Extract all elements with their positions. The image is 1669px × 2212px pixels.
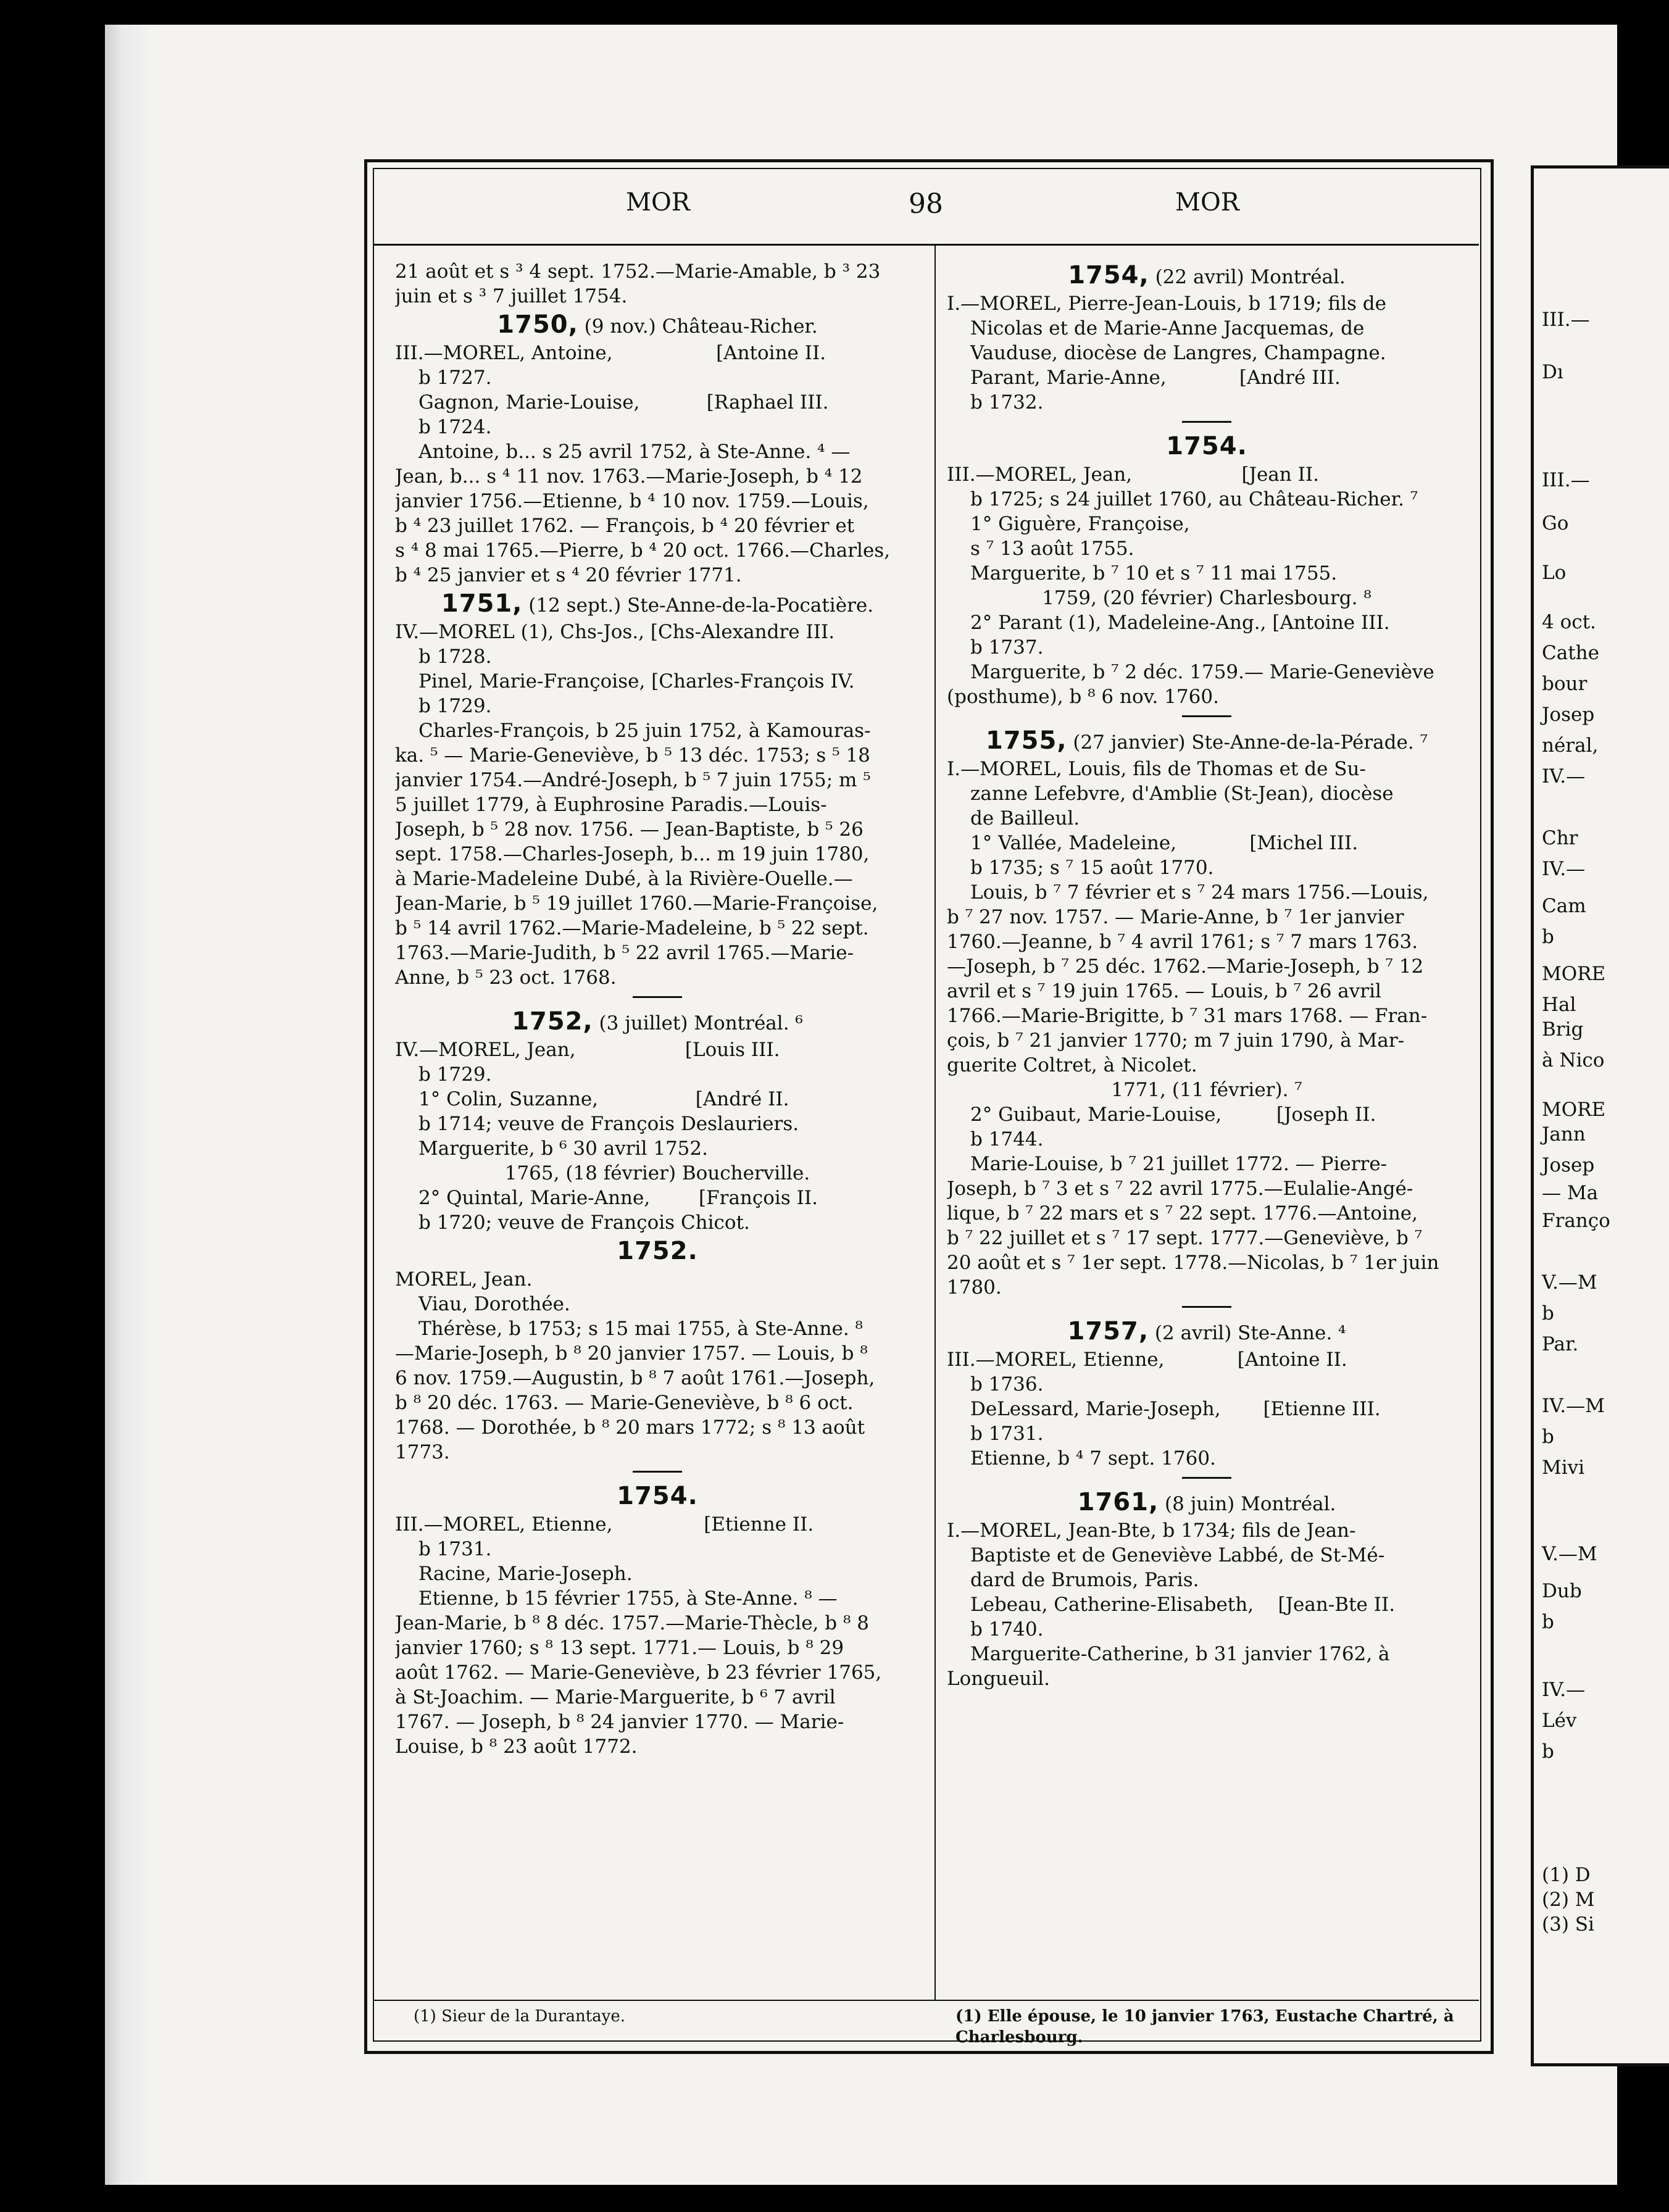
next-page-fragment: néral,	[1542, 734, 1599, 757]
text-line: b 1727.	[418, 367, 492, 389]
text-line: b 1720; veuve de François Chicot.	[418, 1212, 750, 1234]
next-page-fragment: bour	[1542, 673, 1588, 695]
next-page-fragment: IV.—	[1542, 858, 1586, 880]
text-line: s ⁴ 8 mai 1765.—Pierre, b ⁴ 20 oct. 1766.—Charles,	[395, 539, 891, 562]
text-line: sept. 1758.—Charles-Joseph, b... m 19 juin 1780,	[395, 843, 870, 865]
text-line: Joseph, b ⁵ 28 nov. 1756. — Jean-Baptiste, b ⁵ 26	[395, 818, 864, 841]
text-line: b 1737.	[970, 636, 1044, 659]
next-page-fragment: Cathe	[1542, 642, 1599, 664]
text-line: b ⁸ 20 déc. 1763. — Marie-Geneviève, b ⁸ 6 oct.	[395, 1392, 854, 1414]
text-line: —Joseph, b ⁷ 25 déc. 1762.—Marie-Joseph, b ⁷ 12	[947, 955, 1424, 978]
text-line: zanne Lefebvre, d'Amblie (St-Jean), diocèse	[970, 783, 1394, 805]
text-line: 1° Giguère, Françoise,	[970, 513, 1190, 535]
entry-heading: 1754.	[1166, 432, 1247, 460]
text-line: 2° Quintal, Marie-Anne, [François II.	[418, 1187, 818, 1209]
text-line: Antoine, b... s 25 avril 1752, à Ste-Anne. ⁴ —	[418, 441, 851, 463]
next-page-fragment: b	[1542, 1740, 1554, 1763]
text-line: Jean-Marie, b ⁵ 19 juillet 1760.—Marie-Françoise,	[395, 892, 878, 915]
text-line: janvier 1754.—André-Joseph, b ⁵ 7 juin 1755; m ⁵	[395, 769, 871, 791]
text-line: Jean, b... s ⁴ 11 nov. 1763.—Marie-Joseph, b ⁴ 12	[395, 465, 863, 488]
text-line: b 1740.	[970, 1618, 1044, 1640]
text-line: 1773.	[395, 1441, 450, 1463]
text-line: Joseph, b ⁷ 3 et s ⁷ 22 avril 1775.—Eulalie-Angé-	[947, 1178, 1413, 1200]
text-line: b 1736.	[970, 1373, 1044, 1395]
next-page-fragment: b	[1542, 1302, 1554, 1324]
text-line: avril et s ⁷ 19 juin 1765. — Louis, b ⁷ 26 avril	[947, 980, 1381, 1002]
text-line: 1768. — Dorothée, b ⁸ 20 mars 1772; s ⁸ 13 août	[395, 1416, 865, 1439]
text-line: I.—MOREL, Jean-Bte, b 1734; fils de Jean-	[947, 1520, 1356, 1542]
text-line: dard de Brumois, Paris.	[970, 1569, 1199, 1591]
text-line: à St-Joachim. — Marie-Marguerite, b ⁶ 7 avril	[395, 1686, 836, 1708]
text-line: 1767. — Joseph, b ⁸ 24 janvier 1770. — Marie-	[395, 1711, 844, 1733]
text-line: 1° Vallée, Madeleine, [Michel III.	[970, 832, 1359, 854]
text-line: b 1724.	[418, 416, 492, 438]
entry-heading: 1757, (2 avril) Ste-Anne. ⁴	[1067, 1317, 1346, 1345]
page-number: 98	[909, 188, 943, 220]
text-line: Racine, Marie-Joseph.	[418, 1563, 633, 1585]
text-line: Marguerite-Catherine, b 31 janvier 1762, à	[970, 1643, 1390, 1665]
text-line: b 1735; s ⁷ 15 août 1770.	[970, 857, 1214, 879]
text-line: Pinel, Marie-Françoise, [Charles-François IV.	[418, 670, 855, 692]
entry-heading: 1754.	[617, 1482, 698, 1510]
text-line: b 1725; s 24 juillet 1760, au Château-Richer. ⁷	[970, 488, 1418, 510]
text-line: —Marie-Joseph, b ⁸ 20 janvier 1757. — Louis, b ⁸	[395, 1342, 868, 1365]
text-line: 6 nov. 1759.—Augustin, b ⁸ 7 août 1761.—Joseph,	[395, 1367, 875, 1389]
text-line: Baptiste et de Geneviève Labbé, de St-Mé-	[970, 1544, 1385, 1566]
text-line: Marie-Louise, b ⁷ 21 juillet 1772. — Pierre-	[970, 1153, 1388, 1175]
text-line: Marguerite, b ⁷ 2 déc. 1759.— Marie-Geneviève	[970, 661, 1434, 683]
running-header	[373, 182, 1479, 231]
text-line: lique, b ⁷ 22 mars et s ⁷ 22 sept. 1776.—Antoine,	[947, 1202, 1418, 1224]
header-right-word: MOR	[1175, 188, 1239, 217]
text-line: 1771, (11 février). ⁷	[1111, 1079, 1302, 1101]
text-line: Nicolas et de Marie-Anne Jacquemas, de	[970, 317, 1365, 339]
next-page-fragment: Brig	[1542, 1018, 1584, 1041]
next-page-fragment: Dub	[1542, 1580, 1582, 1602]
text-line: MOREL, Jean.	[395, 1268, 533, 1291]
text-line: Gagnon, Marie-Louise, [Raphael III.	[418, 391, 829, 414]
entry-separator	[633, 1471, 682, 1473]
text-line: 1766.—Marie-Brigitte, b ⁷ 31 mars 1768. — Fran-	[947, 1005, 1428, 1027]
text-line: Marguerite, b ⁶ 30 avril 1752.	[418, 1137, 708, 1160]
text-line: b 1744.	[970, 1128, 1044, 1150]
text-line: 2° Guibaut, Marie-Louise, [Joseph II.	[970, 1104, 1376, 1126]
next-page-fragment: IV.—M	[1542, 1395, 1605, 1417]
text-line: s ⁷ 13 août 1755.	[970, 538, 1134, 560]
next-page-fragment: V.—M	[1542, 1271, 1597, 1294]
text-line: III.—MOREL, Jean, [Jean II.	[947, 464, 1319, 486]
text-line: 1759, (20 février) Charlesbourg. ⁸	[1042, 587, 1371, 609]
text-line: ka. ⁵ — Marie-Geneviève, b ⁵ 13 déc. 1753; s ⁵ 18	[395, 744, 870, 767]
text-line: 1765, (18 février) Boucherville.	[504, 1162, 810, 1184]
next-page-fragment: b	[1542, 1426, 1554, 1448]
next-page-fragment: MORE	[1542, 963, 1606, 985]
text-line: Louis, b ⁷ 7 février et s ⁷ 24 mars 1756.—Louis,	[970, 881, 1429, 904]
text-line: Charles-François, b 25 juin 1752, à Kamouras-	[418, 720, 871, 742]
entry-separator	[633, 996, 682, 998]
next-page-fragment: IV.—	[1542, 1679, 1586, 1701]
header-left-word: MOR	[626, 188, 690, 217]
next-page-fragment: 4 oct.	[1542, 611, 1596, 633]
next-page-fragment: Lév	[1542, 1710, 1577, 1732]
text-line: guerite Coltret, à Nicolet.	[947, 1054, 1197, 1076]
next-page-fragment: à Nico	[1542, 1049, 1605, 1071]
text-line: Lebeau, Catherine-Elisabeth, [Jean-Bte II.	[970, 1594, 1396, 1616]
next-page-fragment: Jann	[1542, 1123, 1586, 1146]
text-line: Louise, b ⁸ 23 août 1772.	[395, 1736, 638, 1758]
text-line: b ⁴ 25 janvier et s ⁴ 20 février 1771.	[395, 564, 742, 586]
text-line: I.—MOREL, Pierre-Jean-Louis, b 1719; fils de	[947, 293, 1386, 315]
text-line: 5 juillet 1779, à Euphrosine Paradis.—Louis-	[395, 794, 827, 816]
next-page-fragment: Go	[1542, 512, 1569, 534]
next-page-fragment: b	[1542, 1611, 1554, 1633]
next-page-fragment: IV.—	[1542, 765, 1586, 788]
next-page-fragment: Josep	[1542, 1154, 1595, 1176]
text-line: 1780.	[947, 1276, 1002, 1299]
next-page-fragment: Dı	[1542, 361, 1563, 383]
text-line: 1763.—Marie-Judith, b ⁵ 22 avril 1765.—Marie-	[395, 942, 854, 964]
text-line: b ⁷ 27 nov. 1757. — Marie-Anne, b ⁷ 1er janvier	[947, 906, 1404, 928]
text-line: b 1732.	[970, 391, 1044, 414]
entry-heading: 1752.	[617, 1237, 698, 1265]
text-line: Etienne, b 15 février 1755, à Ste-Anne. ⁸ —	[418, 1587, 838, 1610]
text-line: à Marie-Madeleine Dubé, à la Rivière-Ouelle.—	[395, 868, 853, 890]
next-page-fragment: Cam	[1542, 895, 1586, 917]
text-line: 20 août et s ⁷ 1er sept. 1778.—Nicolas, b ⁷ 1er juin	[947, 1252, 1439, 1274]
entry-heading: 1750, (9 nov.) Château-Richer.	[497, 310, 818, 339]
text-line: Anne, b ⁵ 23 oct. 1768.	[395, 967, 617, 989]
next-page-fragment: b	[1542, 926, 1554, 948]
text-line: IV.—MOREL, Jean, [Louis III.	[395, 1039, 780, 1061]
next-page-fragment: V.—M	[1542, 1543, 1597, 1565]
next-page-fragment: (1) D	[1542, 1864, 1591, 1886]
header-rule	[373, 244, 1479, 246]
next-page-fragment: MORE	[1542, 1099, 1606, 1121]
next-page-fragment: Hal	[1542, 994, 1576, 1016]
text-line: b 1731.	[418, 1538, 492, 1560]
footnote-left: (1) Sieur de la Durantaye.	[414, 2007, 625, 2026]
footnote-rule-left	[373, 2000, 934, 2001]
text-line: I.—MOREL, Louis, fils de Thomas et de Su-	[947, 758, 1366, 780]
entry-heading: 1751, (12 sept.) Ste-Anne-de-la-Pocatière.	[441, 589, 874, 618]
text-line: Marguerite, b ⁷ 10 et s ⁷ 11 mai 1755.	[970, 562, 1338, 584]
next-page-fragment: III.—	[1542, 469, 1590, 491]
next-page-fragment: Chr	[1542, 827, 1578, 849]
text-line: (posthume), b ⁸ 6 nov. 1760.	[947, 686, 1219, 708]
text-line: janvier 1760; s ⁸ 13 sept. 1771.— Louis, b ⁸ 29	[395, 1637, 844, 1659]
book-binding	[105, 25, 148, 2185]
text-line: août 1762. — Marie-Geneviève, b 23 février 1765,	[395, 1661, 882, 1684]
left-column	[395, 259, 920, 1759]
next-page-fragment: Mivi	[1542, 1457, 1585, 1479]
text-line: Jean-Marie, b ⁸ 8 déc. 1757.—Marie-Thècle, b ⁸ 8	[395, 1612, 869, 1634]
text-line: 2° Parant (1), Madeleine-Ang., [Antoine III.	[970, 612, 1390, 634]
text-line: Etienne, b ⁴ 7 sept. 1760.	[970, 1447, 1216, 1470]
next-page-fragment: III.—	[1542, 309, 1590, 331]
entry-heading: 1752, (3 juillet) Montréal. ⁶	[512, 1007, 803, 1036]
text-line: IV.—MOREL (1), Chs-Jos., [Chs-Alexandre III.	[395, 621, 835, 643]
next-page-fragment: Lo	[1542, 562, 1567, 584]
entry-separator	[1182, 1477, 1231, 1479]
next-page-fragment: Par.	[1542, 1333, 1579, 1355]
text-line: b ⁴ 23 juillet 1762. — François, b ⁴ 20 février et	[395, 515, 855, 537]
entry-heading: 1755, (27 janvier) Ste-Anne-de-la-Pérade. ⁷	[985, 726, 1428, 755]
footnote-right-line-2: Charlesbourg.	[955, 2028, 1083, 2047]
text-line: janvier 1756.—Etienne, b ⁴ 10 nov. 1759.—Louis,	[395, 490, 869, 512]
text-line: 21 août et s ³ 4 sept. 1752.—Marie-Amable, b ³ 23	[395, 260, 881, 283]
text-line: 1760.—Jeanne, b ⁷ 4 avril 1761; s ⁷ 7 mars 1763.	[947, 931, 1418, 953]
next-page-fragment: — Ma	[1542, 1182, 1599, 1204]
text-line: Viau, Dorothée.	[418, 1293, 570, 1315]
next-page-fragment: (3) Si	[1542, 1913, 1594, 1936]
text-line: çois, b ⁷ 21 janvier 1770; m 7 juin 1790, à Mar-	[947, 1029, 1405, 1052]
text-line: 1° Colin, Suzanne, [André II.	[418, 1088, 789, 1110]
entry-separator	[1182, 715, 1231, 717]
entry-heading: 1761, (8 juin) Montréal.	[1077, 1488, 1336, 1516]
text-line: b ⁵ 14 avril 1762.—Marie-Madeleine, b ⁵ 22 sept.	[395, 917, 869, 939]
text-line: Parant, Marie-Anne, [André III.	[970, 367, 1341, 389]
text-line: Vauduse, diocèse de Langres, Champagne.	[970, 342, 1386, 364]
text-line: III.—MOREL, Antoine, [Antoine II.	[395, 342, 826, 364]
text-line: DeLessard, Marie-Joseph, [Etienne III.	[970, 1398, 1381, 1420]
text-line: de Bailleul.	[970, 807, 1080, 830]
text-line: Longueuil.	[947, 1668, 1051, 1690]
column-divider	[934, 244, 936, 2000]
text-line: Thérèse, b 1753; s 15 mai 1755, à Ste-Anne. ⁸	[418, 1318, 863, 1340]
entry-separator	[1182, 421, 1231, 423]
text-line: b 1729.	[418, 695, 492, 717]
footnote-rule-right	[934, 2000, 1479, 2001]
text-line: b 1714; veuve de François Deslauriers.	[418, 1113, 799, 1135]
entry-heading: 1754, (22 avril) Montréal.	[1068, 261, 1346, 289]
text-line: b 1729.	[418, 1063, 492, 1086]
text-line: III.—MOREL, Etienne, [Antoine II.	[947, 1349, 1347, 1371]
footnote-right-line-1: (1) Elle épouse, le 10 janvier 1763, Eustache Chartré, à	[955, 2007, 1454, 2026]
text-line: III.—MOREL, Etienne, [Etienne II.	[395, 1513, 814, 1536]
next-page-fragment: (2) M	[1542, 1889, 1595, 1911]
text-line: b 1728.	[418, 646, 492, 668]
right-column	[947, 259, 1467, 1691]
text-line: juin et s ³ 7 juillet 1754.	[395, 285, 628, 307]
next-page-fragment: Josep	[1542, 704, 1595, 726]
text-line: b ⁷ 22 juillet et s ⁷ 17 sept. 1777.—Geneviève, b ⁷	[947, 1227, 1423, 1249]
next-page-fragment: Franço	[1542, 1210, 1610, 1232]
text-line: b 1731.	[970, 1423, 1044, 1445]
entry-separator	[1182, 1306, 1231, 1308]
